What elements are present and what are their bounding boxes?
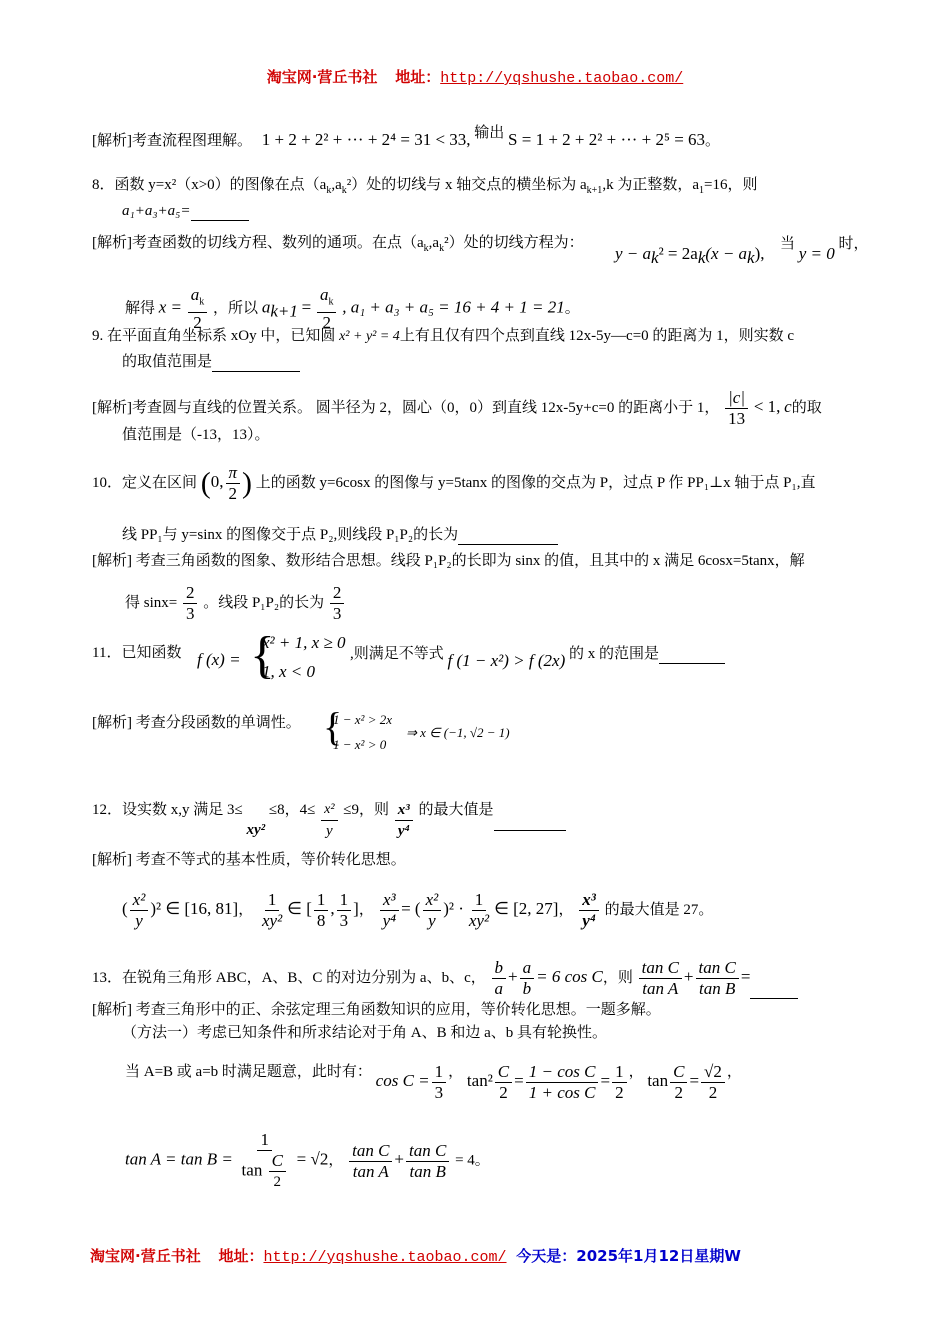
analysis-text: 的最大值是 27。 — [604, 901, 714, 918]
bracket: ( — [200, 466, 211, 500]
analysis-text: 时， — [838, 236, 869, 252]
question-10 — [92, 463, 816, 504]
question-text: 的取值范围是 — [122, 354, 213, 370]
formula: 0, — [210, 471, 224, 491]
question-text: 9. 在平面直角坐标系 xOy 中，已知圆 — [92, 328, 336, 344]
punct: ， — [358, 901, 374, 918]
den: 2 — [322, 313, 331, 333]
num: 1 — [337, 890, 352, 911]
den: y — [135, 911, 143, 930]
bracket: ) — [242, 466, 253, 500]
analysis-8-when — [780, 233, 869, 263]
formula: ² = 2a — [658, 244, 698, 263]
sub: k — [439, 243, 445, 254]
num: 2 — [330, 583, 345, 604]
question-text: 12．设实数 x,y 满足 3≤ — [92, 801, 243, 818]
formula: tan — [647, 1070, 669, 1090]
formula: f (1 − x²) > f (2x) — [447, 651, 566, 670]
fraction — [639, 958, 682, 999]
question-text: ≤8，4≤ — [268, 801, 316, 818]
question-text: =16，则 — [703, 177, 758, 193]
question-text: 10．定义在区间 — [92, 474, 198, 491]
sub: k — [326, 185, 332, 196]
formula: )² ∈ [16, 81] — [150, 898, 239, 918]
num: tan C — [696, 958, 739, 979]
header-address-label: 地址： — [395, 68, 441, 86]
formula: x = — [158, 297, 183, 317]
formula: cos C = — [375, 1070, 430, 1090]
fraction — [395, 800, 413, 841]
den: y — [325, 823, 333, 839]
formula: = — [740, 966, 751, 986]
answer-blank[interactable] — [494, 814, 566, 831]
analysis-8-formula — [615, 244, 765, 268]
den: 2 — [193, 313, 202, 333]
den: b — [522, 979, 532, 998]
question-11-rest — [350, 643, 725, 670]
num: |c| — [725, 388, 748, 409]
question-text: 线 PP₁与 y=sinx 的图像交于点 P₂,则线段 P₁P₂的长为 — [122, 527, 459, 543]
fraction — [226, 463, 241, 504]
num: tan C — [639, 958, 682, 979]
analysis-10-line2 — [125, 583, 346, 624]
den: y⁴ — [397, 823, 410, 839]
fraction — [314, 890, 329, 931]
piece-2 — [262, 662, 315, 683]
fraction — [321, 800, 337, 841]
formula: (x − a — [705, 244, 748, 263]
analysis-text: 当 — [780, 236, 796, 252]
analysis-text: [解析] 考查分段函数的单调性。 — [92, 715, 301, 731]
analysis-text: 的取 — [791, 399, 822, 416]
formula: ⇒ x ∈ (−1, √2 − 1) — [406, 725, 510, 740]
formula: = — [301, 297, 312, 317]
num: π — [226, 463, 241, 484]
formula: S = 1 + 2 + 2² + ··· + 2⁵ = 63 — [508, 130, 706, 149]
den: a — [494, 979, 504, 998]
num: C — [495, 1062, 512, 1083]
formula: + — [508, 966, 518, 986]
analysis-text: ,a — [428, 235, 440, 251]
num: 1 — [432, 1062, 447, 1083]
num: √2 — [701, 1062, 725, 1083]
question-9-line2 — [122, 352, 300, 372]
analysis-11-result — [406, 723, 510, 743]
question-text: 8．函数 y=x²（x>0）的图像在点（a — [92, 177, 327, 193]
sub: k — [423, 243, 429, 254]
fraction — [495, 1062, 512, 1103]
footer-brand: 淘宝网·营丘书社 — [90, 1247, 201, 1265]
page-header — [0, 66, 950, 87]
footer-address-label: 地址： — [218, 1247, 264, 1265]
den: y — [428, 911, 436, 930]
analysis-text: 输出 — [474, 125, 505, 141]
question-13 — [92, 958, 798, 999]
sub: k — [747, 248, 755, 267]
fraction — [330, 583, 345, 624]
analysis-8 — [92, 233, 584, 259]
analysis-13-line4 — [125, 1130, 490, 1192]
formula: y − a — [615, 244, 652, 263]
analysis-text: ²）处的切线方程为： — [444, 235, 584, 251]
analysis-11 — [92, 713, 301, 733]
punct: ， — [726, 1063, 742, 1080]
question-text: 上的函数 y=6cosx 的图像与 y=5tanx 的图像的交点为 P，过点 P 作 PP₁⊥x 轴于点 P₁,直 — [255, 474, 816, 491]
tan: tan — [241, 1160, 263, 1180]
fraction — [239, 1130, 291, 1192]
den: y⁴ — [582, 911, 596, 930]
piece-2 — [333, 735, 386, 755]
formula: c — [784, 396, 792, 416]
piece-1 — [333, 710, 392, 730]
den: 3 — [185, 604, 195, 623]
den: tan B — [698, 979, 736, 998]
punct: ， — [628, 1063, 644, 1080]
den: 3 — [434, 1083, 444, 1102]
analysis-text: 值范围是（-13，13）。 — [122, 427, 270, 443]
num: a — [319, 285, 329, 304]
question-text: 13．在锐角三角形 ABC，A、B、C 的对边分别为 a、b、c， — [92, 969, 486, 986]
formula: ), — [754, 244, 765, 263]
den: 3 — [332, 604, 342, 623]
page-footer — [90, 1245, 741, 1266]
formula: = 6 cos C — [536, 966, 603, 986]
answer-blank[interactable] — [750, 982, 798, 999]
question-10-line2 — [122, 525, 558, 545]
fraction — [696, 958, 739, 999]
analysis-text: [解析] 考查不等式的基本性质，等价转化思想。 — [92, 852, 406, 868]
sub: 1 — [698, 185, 704, 196]
den: 1 + cos C — [528, 1083, 596, 1102]
num: tan C — [406, 1141, 449, 1162]
punct: ， — [238, 901, 254, 918]
question-text: ≤9，则 — [343, 801, 390, 818]
formula: < 1, — [753, 396, 781, 416]
den: 3 — [339, 911, 349, 930]
num: tan C — [349, 1141, 392, 1162]
num: 1 — [314, 890, 329, 911]
fraction — [380, 890, 399, 931]
analysis-text: [解析] 考查三角函数的图象、数形结合思想。线段 P₁P₂的长即为 sinx 的值，且其中的 x 满足 6cosx=5tanx，解 — [92, 553, 805, 569]
fraction — [526, 1062, 599, 1103]
fraction — [579, 890, 599, 931]
analysis-12-formula — [122, 890, 713, 931]
punct: ， — [328, 1152, 344, 1169]
analysis-12 — [92, 850, 406, 870]
punct: 。 — [564, 300, 580, 317]
question-text: ,a — [331, 177, 342, 193]
fraction — [670, 1062, 687, 1103]
footer-link[interactable]: http://yqshushe.taobao.com/ — [263, 1249, 507, 1266]
analysis-text: [解析]考查函数的切线方程、数列的通项。在点（a — [92, 235, 424, 251]
fraction — [423, 890, 442, 931]
formula: tan A = tan B = — [125, 1149, 233, 1169]
formula: = ( — [401, 898, 421, 918]
formula: 1, x < 0 — [262, 662, 316, 681]
den: tan B — [409, 1161, 446, 1181]
question-8 — [92, 175, 757, 201]
den: 13 — [728, 409, 746, 428]
fraction — [337, 890, 352, 931]
num: 1 — [257, 1130, 272, 1151]
formula: )² · — [443, 898, 464, 918]
fraction — [612, 1062, 627, 1103]
question-11 — [92, 643, 181, 663]
num: C — [670, 1062, 687, 1083]
fraction — [701, 1062, 725, 1103]
formula: = √2 — [296, 1149, 329, 1169]
formula: 1 + 2 + 2² + ··· + 2⁴ = 31 < 33, — [261, 130, 471, 149]
piece-1 — [262, 633, 346, 654]
den: 2 — [499, 1083, 508, 1102]
den: 2 — [674, 1083, 684, 1102]
den: tan A — [352, 1161, 389, 1181]
question-8-line2 — [122, 201, 249, 221]
formula: f (x) = — [197, 650, 241, 669]
answer-blank[interactable] — [659, 647, 725, 664]
analysis-text: 解得 — [125, 300, 156, 317]
den: y⁴ — [382, 911, 397, 930]
analysis-text: = 4。 — [455, 1152, 490, 1169]
answer-blank[interactable] — [191, 204, 249, 221]
num: 2 — [183, 583, 198, 604]
num: x³ — [380, 890, 399, 911]
analysis-text: [解析]考查圆与直线的位置关系。 圆半径为 2，圆心（0，0）到直线 12x-5y+c=0 的距离小于 1， — [92, 399, 720, 416]
formula: ( — [122, 898, 128, 918]
num: 1 — [265, 890, 280, 911]
sub: k — [651, 248, 659, 267]
formula: ∈ [ — [287, 898, 312, 918]
analysis-10 — [92, 551, 805, 571]
formula: x² + 1, x ≥ 0 — [262, 633, 346, 652]
question-text: 上有且仅有四个点到直线 12x-5y—c=0 的距离为 1，则实数 c — [399, 328, 795, 344]
num: x³ — [395, 800, 413, 821]
sub: k — [328, 296, 334, 308]
den: 2 — [708, 1083, 718, 1102]
question-text: 11．已知函数 — [92, 645, 182, 661]
fraction — [259, 890, 285, 931]
fraction — [432, 1062, 447, 1103]
fraction — [406, 1141, 449, 1182]
fraction — [492, 958, 507, 999]
fraction — [520, 958, 535, 999]
sub: k — [341, 185, 347, 196]
num: a — [520, 958, 535, 979]
header-brand: 淘宝网·营丘书社 — [266, 68, 378, 86]
formula: , a₁ + a₃ + a₅ = 16 + 4 + 1 = 21 — [342, 297, 565, 317]
question-12 — [92, 790, 566, 839]
analysis-13-method — [122, 1023, 607, 1043]
brace: { — [323, 704, 343, 749]
formula: 1 − x² > 0 — [333, 737, 387, 752]
den: 2 — [615, 1083, 624, 1102]
den: xy² — [468, 911, 490, 930]
answer-blank[interactable] — [458, 528, 558, 545]
num: x³ — [579, 890, 599, 911]
question-text: ，则 — [602, 969, 633, 986]
analysis-text: [解析] 考查三角形中的正、余弦定理三角函数知识的应用，等价转化思想。一题多解。 — [92, 1002, 661, 1018]
formula: 1 − x² > 2x — [333, 712, 392, 727]
analysis-text: ，所以 — [213, 300, 259, 317]
fraction — [725, 388, 748, 429]
formula: = — [514, 1070, 524, 1090]
question-9 — [92, 326, 794, 347]
question-text: 的 x 的范围是 — [569, 646, 660, 662]
den: 2 — [273, 1174, 281, 1190]
question-text: ,k 为正整数，a — [602, 177, 699, 193]
answer-blank[interactable] — [212, 355, 300, 372]
question-text: ²）处的切线与 x 轴交点的横坐标为 a — [346, 177, 587, 193]
analysis-7 — [92, 125, 721, 151]
sub: k — [697, 248, 706, 267]
punct: 。 — [705, 133, 721, 149]
question-11-func — [197, 650, 241, 671]
formula: ∈ [2, 27] — [494, 898, 559, 918]
formula: tan² — [466, 1070, 493, 1090]
formula: ] — [353, 898, 359, 918]
num: b — [492, 958, 507, 979]
num: C — [269, 1151, 286, 1172]
formula: x² + y² = 4 — [339, 329, 400, 344]
question-text: a₁+a₃+a₅= — [122, 203, 191, 219]
formula: + — [683, 966, 694, 986]
punct: ， — [558, 901, 574, 918]
analysis-9 — [92, 388, 822, 429]
sub: k+1 — [270, 301, 298, 321]
punct: ， — [448, 1063, 464, 1080]
den: 8 — [316, 911, 326, 930]
analysis-13 — [92, 1000, 661, 1020]
fraction — [183, 583, 198, 624]
den: tan A — [642, 979, 679, 998]
analysis-text: [解析]考查流程图理解。 — [92, 133, 252, 149]
formula: = — [689, 1070, 700, 1090]
num: 1 − cos C — [526, 1062, 599, 1083]
num: a — [190, 285, 200, 304]
analysis-text: 当 A=B 或 a=b 时满足题意，此时有： — [125, 1063, 372, 1080]
formula: y = 0 — [798, 244, 835, 263]
formula: xy² — [246, 821, 266, 838]
sub: k — [199, 296, 205, 308]
num: 1 — [472, 890, 487, 911]
header-link[interactable]: http://yqshushe.taobao.com/ — [440, 70, 684, 87]
analysis-text: （方法一）考虑已知条件和所求结论对于角 A、B 和边 a、b 具有轮换性。 — [122, 1025, 607, 1041]
num: x² — [423, 890, 442, 911]
footer-date: 今天是：2025年1月12日星期W — [516, 1247, 741, 1265]
question-text: 的最大值是 — [418, 801, 494, 818]
formula: + — [394, 1149, 405, 1169]
num: x² — [321, 800, 337, 821]
question-text: ,则满足不等式 — [350, 646, 444, 662]
fraction — [349, 1141, 392, 1182]
fraction — [269, 1151, 286, 1192]
analysis-13-line3 — [125, 1062, 742, 1103]
brace: { — [250, 627, 275, 684]
fraction — [466, 890, 492, 931]
analysis-text: 。线段 P₁P₂的长为 — [203, 594, 325, 611]
den: xy² — [261, 911, 283, 930]
num: x² — [130, 890, 149, 911]
sub: k+1 — [586, 185, 603, 196]
formula: a — [261, 297, 271, 317]
analysis-text: 得 sinx= — [125, 594, 178, 611]
den: 2 — [228, 484, 238, 503]
formula: = — [600, 1070, 611, 1090]
analysis-9-line2 — [122, 425, 270, 445]
num: 1 — [612, 1062, 627, 1083]
fraction — [130, 890, 149, 931]
formula: , — [330, 898, 335, 918]
